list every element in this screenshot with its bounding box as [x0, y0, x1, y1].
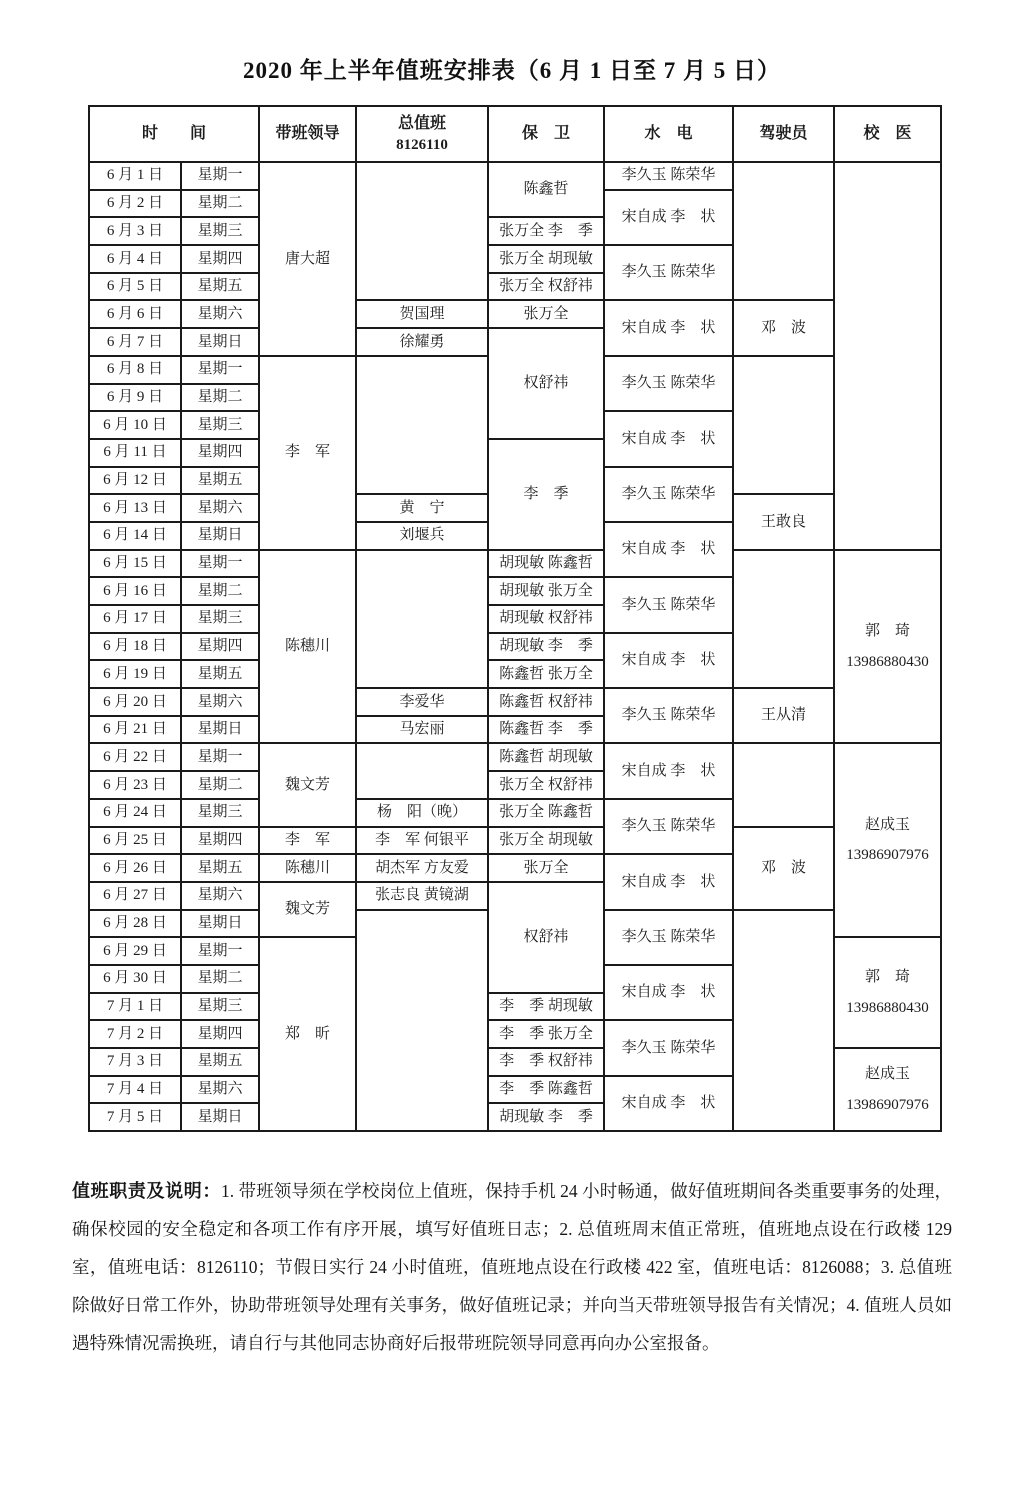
duty-cell	[356, 550, 488, 688]
date-cell: 6 月 24 日	[89, 799, 181, 827]
security-cell: 陈鑫哲 胡现敏	[488, 743, 604, 771]
weekday-cell: 星期六	[181, 494, 259, 522]
duty-cell: 李爱华	[356, 688, 488, 716]
security-cell: 胡现敏 权舒祎	[488, 605, 604, 633]
weekday-cell: 星期五	[181, 854, 259, 882]
roster-body	[89, 162, 941, 1131]
duty-cell: 贺国理	[356, 300, 488, 328]
water-cell: 李久玉 陈荣华	[604, 467, 733, 522]
date-cell: 7 月 4 日	[89, 1076, 181, 1104]
weekday-cell: 星期五	[181, 1048, 259, 1076]
header-duty	[356, 106, 488, 162]
security-cell: 胡现敏 张万全	[488, 577, 604, 605]
weekday-cell: 星期一	[181, 356, 259, 384]
leader-cell: 魏文芳	[259, 743, 356, 826]
security-cell: 张万全 胡现敏	[488, 827, 604, 855]
header-doctor: 校 医	[834, 106, 941, 162]
duty-notes	[72, 1172, 952, 1362]
water-cell: 李久玉 陈荣华	[604, 910, 733, 965]
date-cell: 6 月 8 日	[89, 356, 181, 384]
security-cell: 陈鑫哲	[488, 162, 604, 217]
date-cell: 6 月 11 日	[89, 439, 181, 467]
date-cell: 6 月 30 日	[89, 965, 181, 993]
security-cell: 李 季 陈鑫哲	[488, 1076, 604, 1104]
water-cell: 李久玉 陈荣华	[604, 162, 733, 190]
duty-cell: 徐耀勇	[356, 328, 488, 356]
water-cell: 宋自成 李 状	[604, 854, 733, 909]
duty-notes-label: 值班职责及说明：	[72, 1181, 221, 1202]
security-cell: 胡现敏 陈鑫哲	[488, 550, 604, 578]
weekday-cell: 星期日	[181, 1103, 259, 1131]
date-cell: 6 月 4 日	[89, 245, 181, 273]
weekday-cell: 星期六	[181, 1076, 259, 1104]
table-row	[89, 827, 941, 855]
water-cell: 宋自成 李 状	[604, 522, 733, 577]
duty-cell	[356, 910, 488, 1132]
leader-cell: 李 军	[259, 356, 356, 550]
date-cell: 6 月 21 日	[89, 716, 181, 744]
weekday-cell: 星期三	[181, 217, 259, 245]
security-cell: 张万全 李 季	[488, 217, 604, 245]
weekday-cell: 星期日	[181, 910, 259, 938]
date-cell: 6 月 10 日	[89, 411, 181, 439]
security-cell: 张万全 胡现敏	[488, 245, 604, 273]
date-cell: 6 月 1 日	[89, 162, 181, 190]
header-leader: 带班领导	[259, 106, 356, 162]
leader-cell: 郑 昕	[259, 937, 356, 1131]
security-cell: 权舒祎	[488, 882, 604, 993]
date-cell: 6 月 23 日	[89, 771, 181, 799]
driver-cell: 王敢良	[733, 494, 834, 549]
duty-cell: 杨 阳（晚）	[356, 799, 488, 827]
driver-cell: 邓 波	[733, 300, 834, 355]
date-cell: 6 月 28 日	[89, 910, 181, 938]
duty-notes-text: 1. 带班领导须在学校岗位上值班，保持手机 24 小时畅通，做好值班期间各类重要事务的处理，确保校园的安全稳定和各项工作有序开展，填写好值班日志；2. 总值班周末值正常班，值班地点设在行政楼 129 室，值班电话：8126110；节假日实行 24 小时值班，值班地点设在行政楼 422 室，值班电话：8126088；3. 总值班除做好日常工作外，协助带班领导处理有关事务，做好值班记录；并向当天带班领导报告有关情况；4. 值班人员如遇特殊情况需换班，请自行与其他同志协商好后报带班院领导同意再向办公室报备。	[72, 1181, 953, 1354]
leader-cell: 唐大超	[259, 162, 356, 356]
doctor-cell: 郭 琦 13986880430	[834, 937, 941, 1048]
water-cell: 宋自成 李 状	[604, 743, 733, 798]
date-cell: 6 月 5 日	[89, 273, 181, 301]
water-cell: 李久玉 陈荣华	[604, 799, 733, 854]
security-cell: 陈鑫哲 李 季	[488, 716, 604, 744]
table-row	[89, 162, 941, 190]
duty-cell: 张志良 黄镜湖	[356, 882, 488, 910]
duty-cell: 黄 宁	[356, 494, 488, 522]
driver-cell	[733, 743, 834, 826]
weekday-cell: 星期五	[181, 273, 259, 301]
weekday-cell: 星期四	[181, 1020, 259, 1048]
duty-cell: 胡杰军 方友爱	[356, 854, 488, 882]
date-cell: 7 月 1 日	[89, 993, 181, 1021]
weekday-cell: 星期二	[181, 771, 259, 799]
security-cell: 陈鑫哲 权舒祎	[488, 688, 604, 716]
header-water: 水 电	[604, 106, 733, 162]
weekday-cell: 星期二	[181, 384, 259, 412]
duty-roster-table	[88, 105, 942, 1132]
duty-cell: 马宏丽	[356, 716, 488, 744]
date-cell: 6 月 19 日	[89, 660, 181, 688]
security-cell: 李 季 胡现敏	[488, 993, 604, 1021]
water-cell: 李久玉 陈荣华	[604, 356, 733, 411]
weekday-cell: 星期三	[181, 799, 259, 827]
header-duty-phone: 8126110	[396, 136, 448, 153]
duty-cell	[356, 743, 488, 798]
water-cell: 宋自成 李 状	[604, 965, 733, 1020]
duty-cell: 李 军 何银平	[356, 827, 488, 855]
weekday-cell: 星期一	[181, 937, 259, 965]
weekday-cell: 星期三	[181, 605, 259, 633]
page-title: 2020 年上半年值班安排表（6 月 1 日至 7 月 5 日）	[243, 58, 781, 83]
leader-cell: 魏文芳	[259, 882, 356, 937]
duty-cell: 刘堰兵	[356, 522, 488, 550]
water-cell: 李久玉 陈荣华	[604, 245, 733, 300]
weekday-cell: 星期四	[181, 439, 259, 467]
doctor-cell: 郭 琦 13986880430	[834, 550, 941, 744]
security-cell: 张万全 陈鑫哲	[488, 799, 604, 827]
doctor-cell: 赵成玉 13986907976	[834, 743, 941, 937]
security-cell: 李 季	[488, 439, 604, 550]
doctor-cell: 赵成玉 13986907976	[834, 1048, 941, 1131]
weekday-cell: 星期日	[181, 522, 259, 550]
date-cell: 6 月 27 日	[89, 882, 181, 910]
date-cell: 6 月 17 日	[89, 605, 181, 633]
security-cell: 张万全 权舒祎	[488, 771, 604, 799]
driver-cell	[733, 910, 834, 1132]
weekday-cell: 星期六	[181, 300, 259, 328]
water-cell: 宋自成 李 状	[604, 300, 733, 355]
weekday-cell: 星期四	[181, 245, 259, 273]
leader-cell: 李 军	[259, 827, 356, 855]
water-cell: 宋自成 李 状	[604, 190, 733, 245]
duty-cell	[356, 356, 488, 494]
table-row	[89, 688, 941, 716]
security-cell: 陈鑫哲 张万全	[488, 660, 604, 688]
security-cell: 张万全	[488, 854, 604, 882]
date-cell: 6 月 15 日	[89, 550, 181, 578]
water-cell: 宋自成 李 状	[604, 633, 733, 688]
security-cell: 胡现敏 李 季	[488, 1103, 604, 1131]
weekday-cell: 星期一	[181, 162, 259, 190]
date-cell: 7 月 3 日	[89, 1048, 181, 1076]
date-cell: 6 月 16 日	[89, 577, 181, 605]
weekday-cell: 星期一	[181, 550, 259, 578]
date-cell: 7 月 2 日	[89, 1020, 181, 1048]
duty-cell	[356, 162, 488, 300]
table-row	[89, 743, 941, 771]
security-cell: 权舒祎	[488, 328, 604, 439]
weekday-cell: 星期五	[181, 467, 259, 495]
weekday-cell: 星期二	[181, 965, 259, 993]
date-cell: 6 月 22 日	[89, 743, 181, 771]
leader-cell: 陈穗川	[259, 550, 356, 744]
header-time: 时 间	[89, 106, 259, 162]
weekday-cell: 星期六	[181, 882, 259, 910]
security-cell: 李 季 张万全	[488, 1020, 604, 1048]
weekday-cell: 星期六	[181, 688, 259, 716]
date-cell: 7 月 5 日	[89, 1103, 181, 1131]
date-cell: 6 月 9 日	[89, 384, 181, 412]
date-cell: 6 月 13 日	[89, 494, 181, 522]
header-duty-label: 总值班	[398, 114, 447, 132]
table-row	[89, 300, 941, 328]
date-cell: 6 月 3 日	[89, 217, 181, 245]
date-cell: 6 月 26 日	[89, 854, 181, 882]
weekday-cell: 星期四	[181, 827, 259, 855]
water-cell: 李久玉 陈荣华	[604, 688, 733, 743]
date-cell: 6 月 2 日	[89, 190, 181, 218]
security-cell: 胡现敏 李 季	[488, 633, 604, 661]
date-cell: 6 月 12 日	[89, 467, 181, 495]
header-security: 保 卫	[488, 106, 604, 162]
weekday-cell: 星期二	[181, 190, 259, 218]
driver-cell: 邓 波	[733, 827, 834, 910]
driver-cell: 王从清	[733, 688, 834, 743]
weekday-cell: 星期一	[181, 743, 259, 771]
date-cell: 6 月 29 日	[89, 937, 181, 965]
date-cell: 6 月 14 日	[89, 522, 181, 550]
weekday-cell: 星期五	[181, 660, 259, 688]
security-cell: 李 季 权舒祎	[488, 1048, 604, 1076]
driver-cell	[733, 162, 834, 300]
water-cell: 李久玉 陈荣华	[604, 577, 733, 632]
date-cell: 6 月 6 日	[89, 300, 181, 328]
weekday-cell: 星期三	[181, 411, 259, 439]
water-cell: 宋自成 李 状	[604, 411, 733, 466]
weekday-cell: 星期二	[181, 577, 259, 605]
header-driver: 驾驶员	[733, 106, 834, 162]
driver-cell	[733, 356, 834, 494]
date-cell: 6 月 20 日	[89, 688, 181, 716]
weekday-cell: 星期日	[181, 716, 259, 744]
date-cell: 6 月 7 日	[89, 328, 181, 356]
water-cell: 李久玉 陈荣华	[604, 1020, 733, 1075]
driver-cell	[733, 550, 834, 688]
water-cell: 宋自成 李 状	[604, 1076, 733, 1131]
date-cell: 6 月 25 日	[89, 827, 181, 855]
roster-header	[89, 106, 941, 162]
weekday-cell: 星期三	[181, 993, 259, 1021]
date-cell: 6 月 18 日	[89, 633, 181, 661]
table-row	[89, 550, 941, 578]
security-cell: 张万全	[488, 300, 604, 328]
leader-cell: 陈穗川	[259, 854, 356, 882]
doctor-cell	[834, 162, 941, 550]
security-cell: 张万全 权舒祎	[488, 273, 604, 301]
weekday-cell: 星期四	[181, 633, 259, 661]
weekday-cell: 星期日	[181, 328, 259, 356]
